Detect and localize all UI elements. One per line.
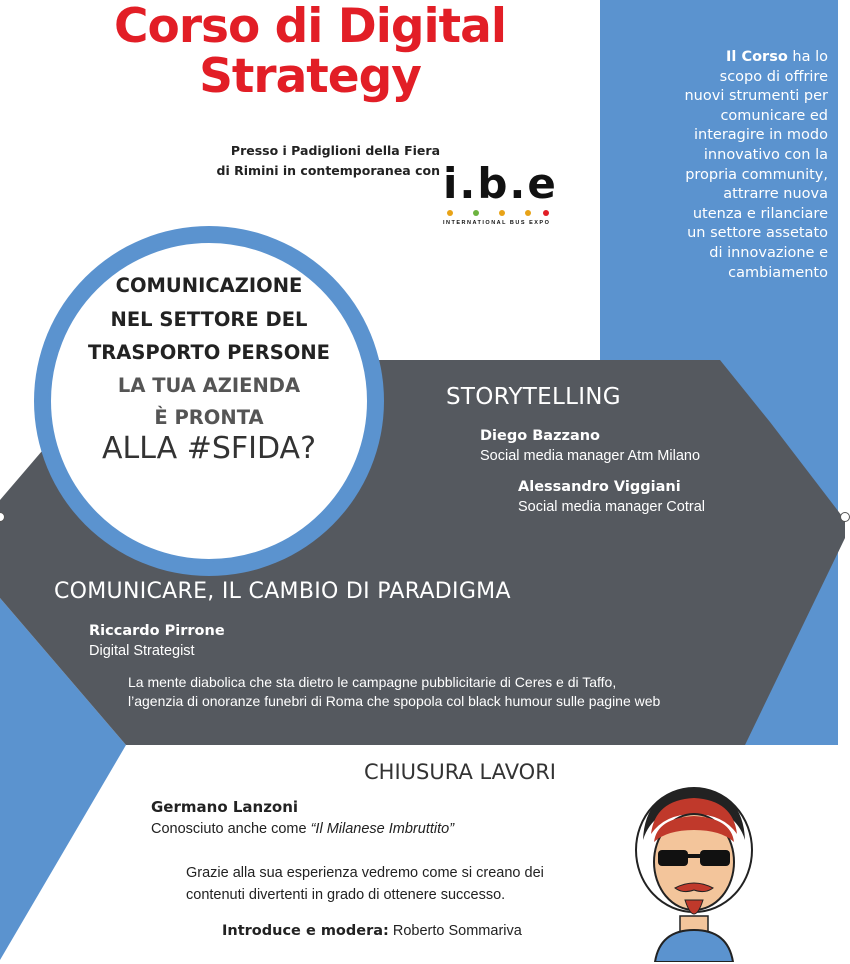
venue-line-2: di Rimini in contemporanea con	[216, 163, 440, 178]
ibe-logo-letters: i.b.e	[443, 159, 558, 208]
intro-line: utenza e rilanciare	[692, 205, 828, 222]
caricature-avatar	[625, 778, 763, 962]
headline-line-5: È PRONTA	[154, 406, 264, 429]
speaker-description-line-1: La mente diabolica che sta dietro le campagne pubblicitarie di Ceres e di Taffo,	[128, 674, 617, 690]
intro-line-1-rest: ha lo	[787, 49, 828, 65]
speaker-name: Diego Bazzano	[480, 428, 601, 444]
speaker-name: Riccardo Pirrone	[89, 623, 225, 639]
speaker-name: Alessandro Viggiani	[518, 479, 681, 495]
moderator-label: Introduce e modera:	[222, 923, 389, 939]
intro-lead: Il Corso	[726, 49, 788, 65]
intro-line: nuovi strumenti per	[684, 88, 828, 105]
storytelling-heading: STORYTELLING	[446, 384, 621, 410]
speaker-role: Social media manager Atm Milano	[480, 448, 701, 464]
intro-line: un settore assetato	[687, 225, 828, 242]
intro-line: innovativo con la	[703, 146, 828, 163]
headline-line-6: ALLA #SFIDA?	[102, 431, 316, 466]
page-title	[30, 2, 590, 102]
headline-line-4: LA TUA AZIENDA	[117, 374, 301, 397]
title-line-1: Corso di Digital	[114, 0, 506, 54]
ibe-logo	[443, 159, 563, 232]
speaker-description	[186, 862, 544, 906]
venue-text	[150, 141, 440, 181]
logo-dot	[543, 210, 549, 216]
venue-line-1: Presso i Padiglioni della Fiera	[230, 143, 440, 158]
speaker-description-line-2: l’agenzia di onoranze funebri di Roma che spopola col black humour sulle pagine web	[128, 693, 661, 709]
alias-prefix: Conosciuto anche come	[151, 821, 311, 837]
resize-handle-right[interactable]	[840, 512, 850, 522]
moderator-name: Roberto Sommariva	[388, 923, 522, 939]
logo-dot	[473, 210, 479, 216]
alias-quote: “Il Milanese Imbruttito”	[310, 821, 455, 837]
intro-line: interagire in modo	[694, 127, 828, 144]
intro-text	[610, 48, 828, 283]
intro-line: comunicare ed	[720, 107, 828, 124]
title-line-2: Strategy	[199, 49, 421, 104]
comunicare-heading: COMUNICARE, IL CAMBIO DI PARADIGMA	[54, 579, 511, 604]
ibe-logo-subtitle: INTERNATIONAL BUS EXPO	[443, 220, 551, 226]
headline-line-1: COMUNICAZIONE	[115, 274, 303, 297]
logo-dot	[525, 210, 531, 216]
speaker-role: Digital Strategist	[89, 643, 195, 659]
logo-dot	[447, 210, 453, 216]
logo-dot	[499, 210, 505, 216]
intro-line: scopo di offrire	[719, 68, 828, 85]
intro-line: propria community,	[685, 166, 828, 183]
intro-line: attrarre nuova	[723, 186, 828, 203]
description-line-2: contenuti divertenti in grado di ottenere successo.	[186, 887, 506, 903]
chiusura-heading: CHIUSURA LAVORI	[363, 760, 556, 784]
speaker-alias	[151, 821, 454, 837]
headline-line-3: TRASPORTO PERSONE	[87, 341, 331, 364]
description-line-1: Grazie alla sua esperienza vedremo come si creano dei	[186, 865, 544, 881]
intro-line: di innovazione e	[709, 244, 828, 261]
speaker-name: Germano Lanzoni	[151, 798, 299, 816]
moderator-line	[222, 923, 522, 939]
speaker-role: Social media manager Cotral	[518, 499, 705, 515]
headline-line-2: NEL SETTORE DEL	[110, 308, 308, 331]
intro-line: cambiamento	[728, 264, 828, 281]
